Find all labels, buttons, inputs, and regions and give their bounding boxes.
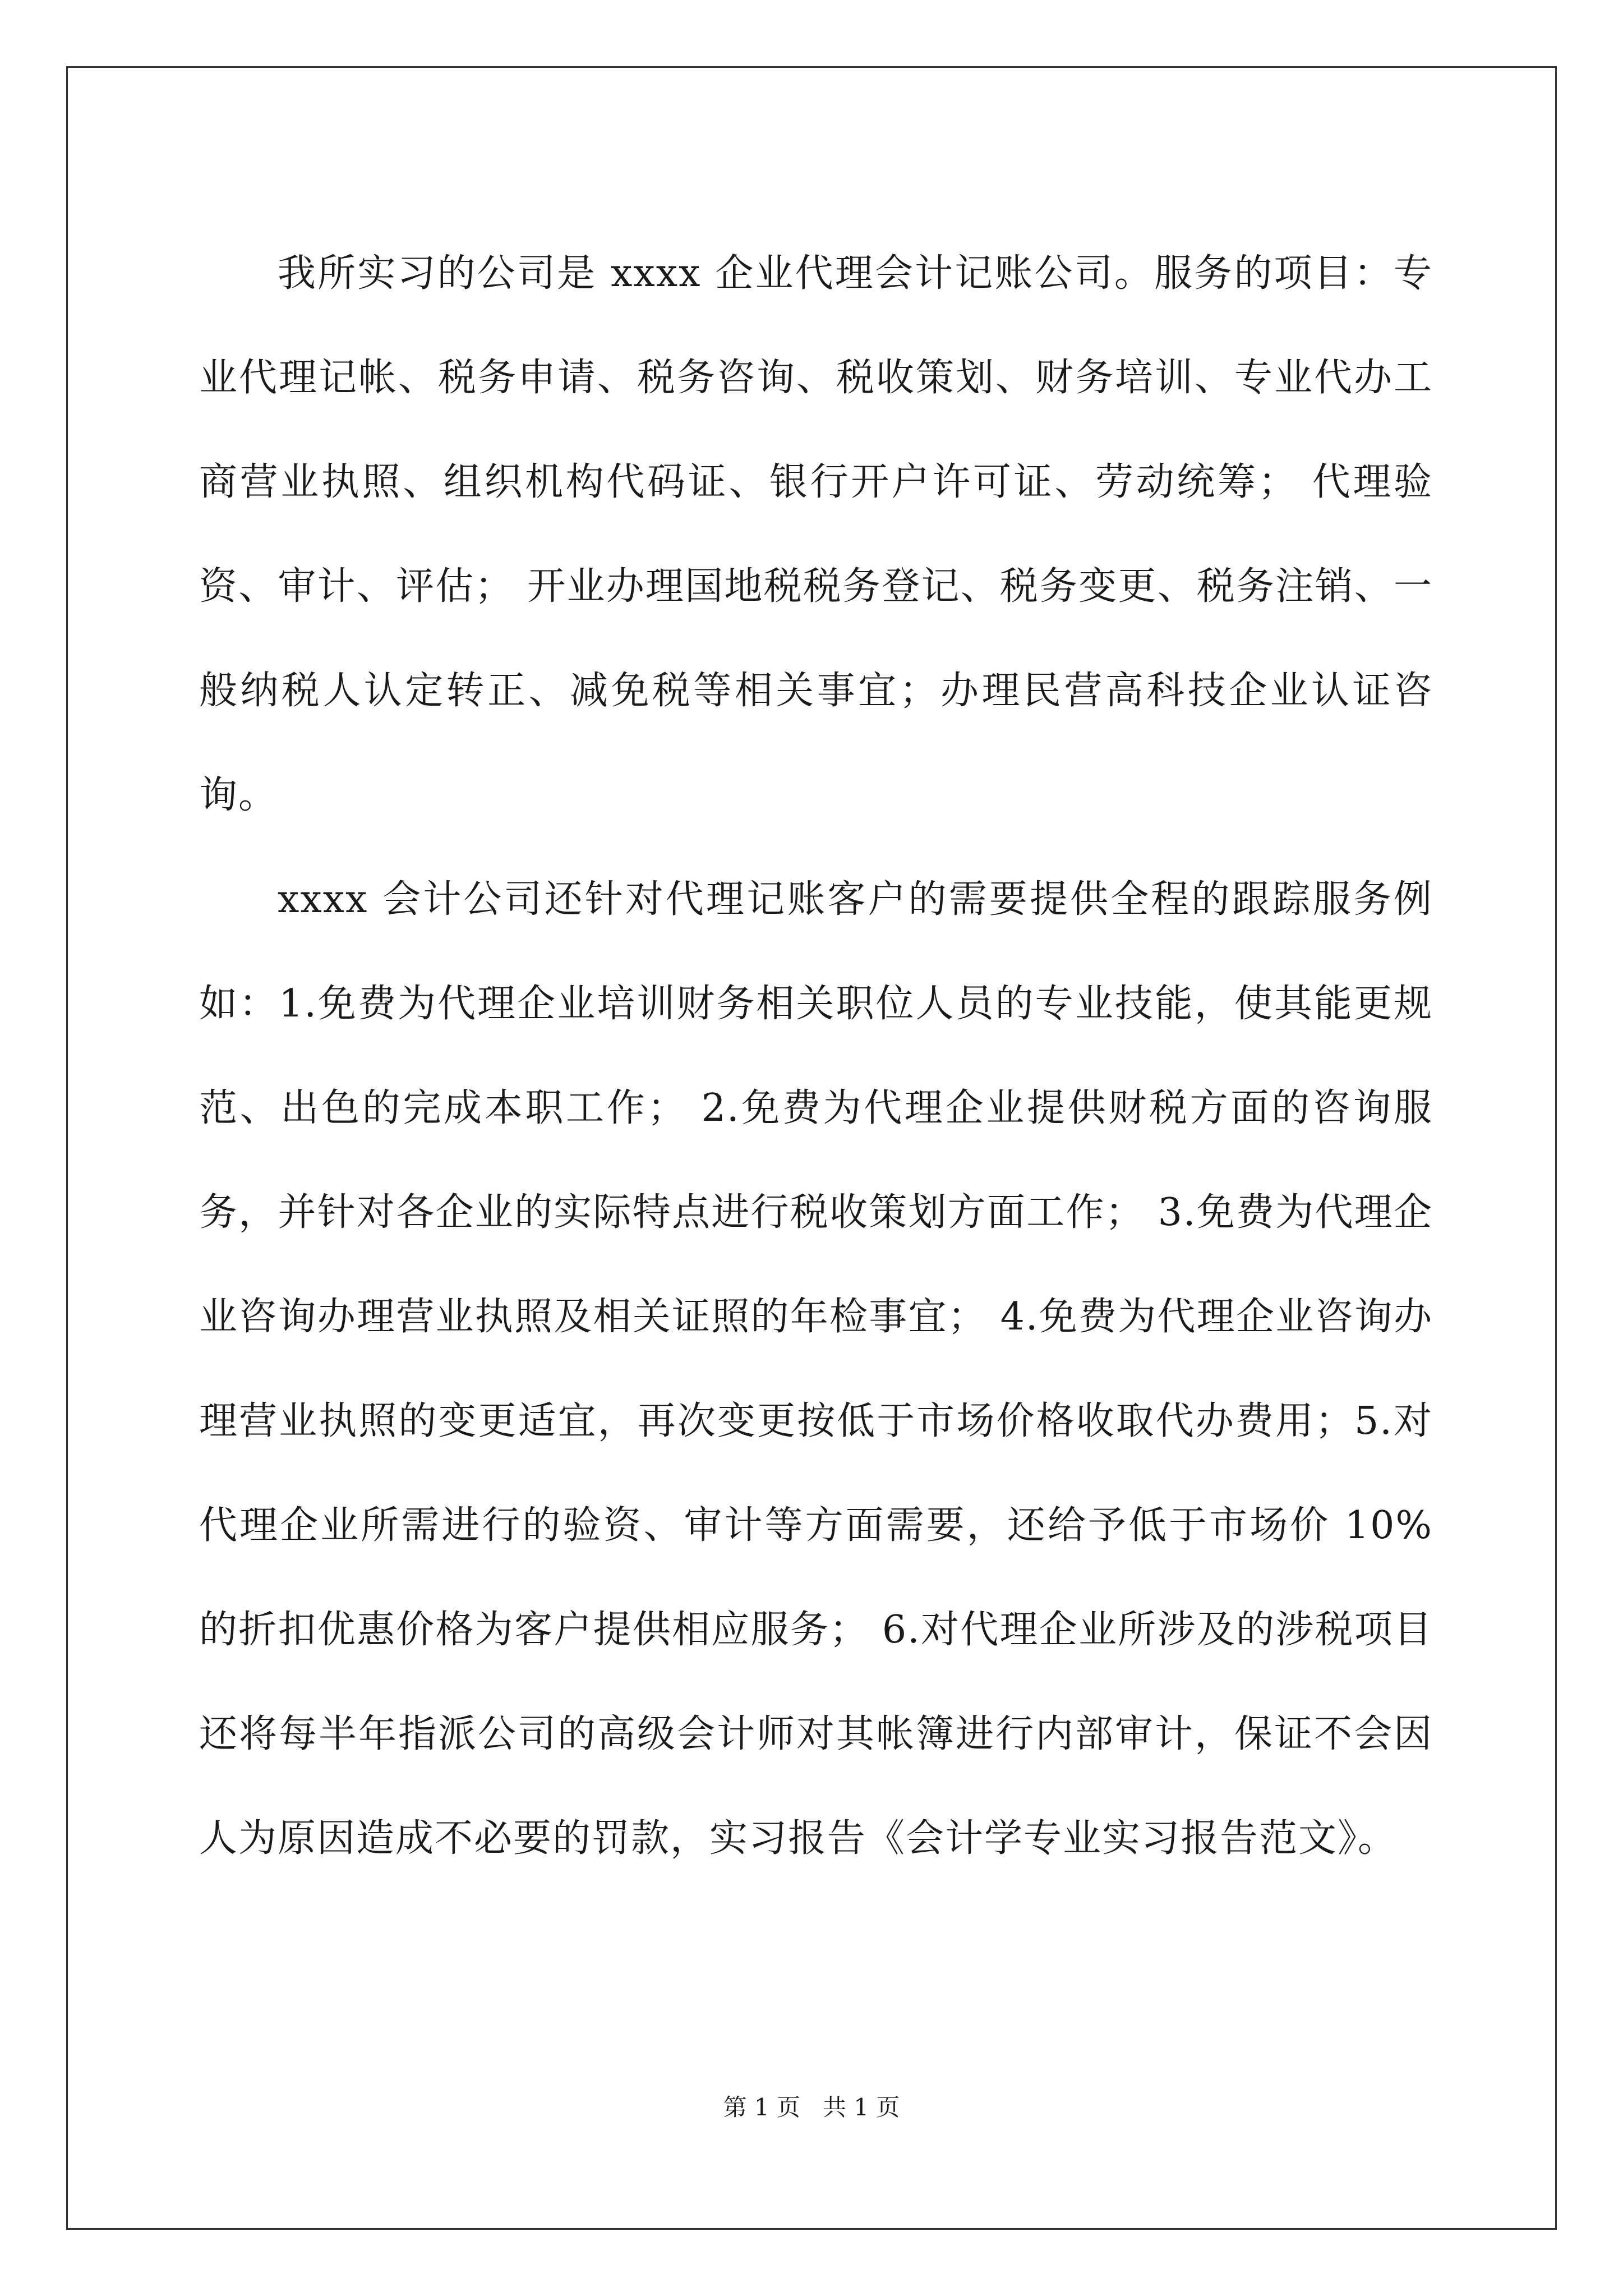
paragraph-tracking-services: xxxx 会计公司还针对代理记账客户的需要提供全程的跟踪服务例如：1.免费为代理企业培训财务相关职位人员的专业技能，使其能更规范、出色的完成本职工作； 2.免费为代理企业提供财税方面的咨询服务，并针对各企业的实际特点进行税收策划方面工作； 3.免费为代理企业咨询办理营业执照及相关证照的年检事宜； 4.免费为代理企业咨询办理营业执照的变更适宜，再次变更按低于市场价格收取代办费用；5.对代理企业所需进行的验资、审计等方面需要，还给予低于市场价 10%的折扣优惠价格为客户提供相应服务； 6.对代理企业所涉及的涉税项目还将每半年指派公司的高级会计师对其帐簿进行内部审计，保证不会因人为原因造成不必要的罚款，实习报告《会计学专业实习报告范文》。 <box>199 877 1433 1861</box>
document-body <box>199 222 1433 1891</box>
page-number-current: 第 1 页 <box>723 2093 800 2121</box>
paragraph-company-services: 我所实习的公司是 xxxx 企业代理会计记账公司。服务的项目：专业代理记帐、税务申请、税务咨询、税收策划、财务培训、专业代办工商营业执照、组织机构代码证、银行开户许可证、劳动统筹； 代理验资、审计、评估； 开业办理国地税税务登记、税务变更、税务注销、一般纳税人认定转正、减免税等相关事宜；办理民营高科技企业认证咨询。 <box>199 251 1433 817</box>
page-footer <box>0 2091 1623 2124</box>
page-number-total: 共 1 页 <box>823 2093 900 2121</box>
